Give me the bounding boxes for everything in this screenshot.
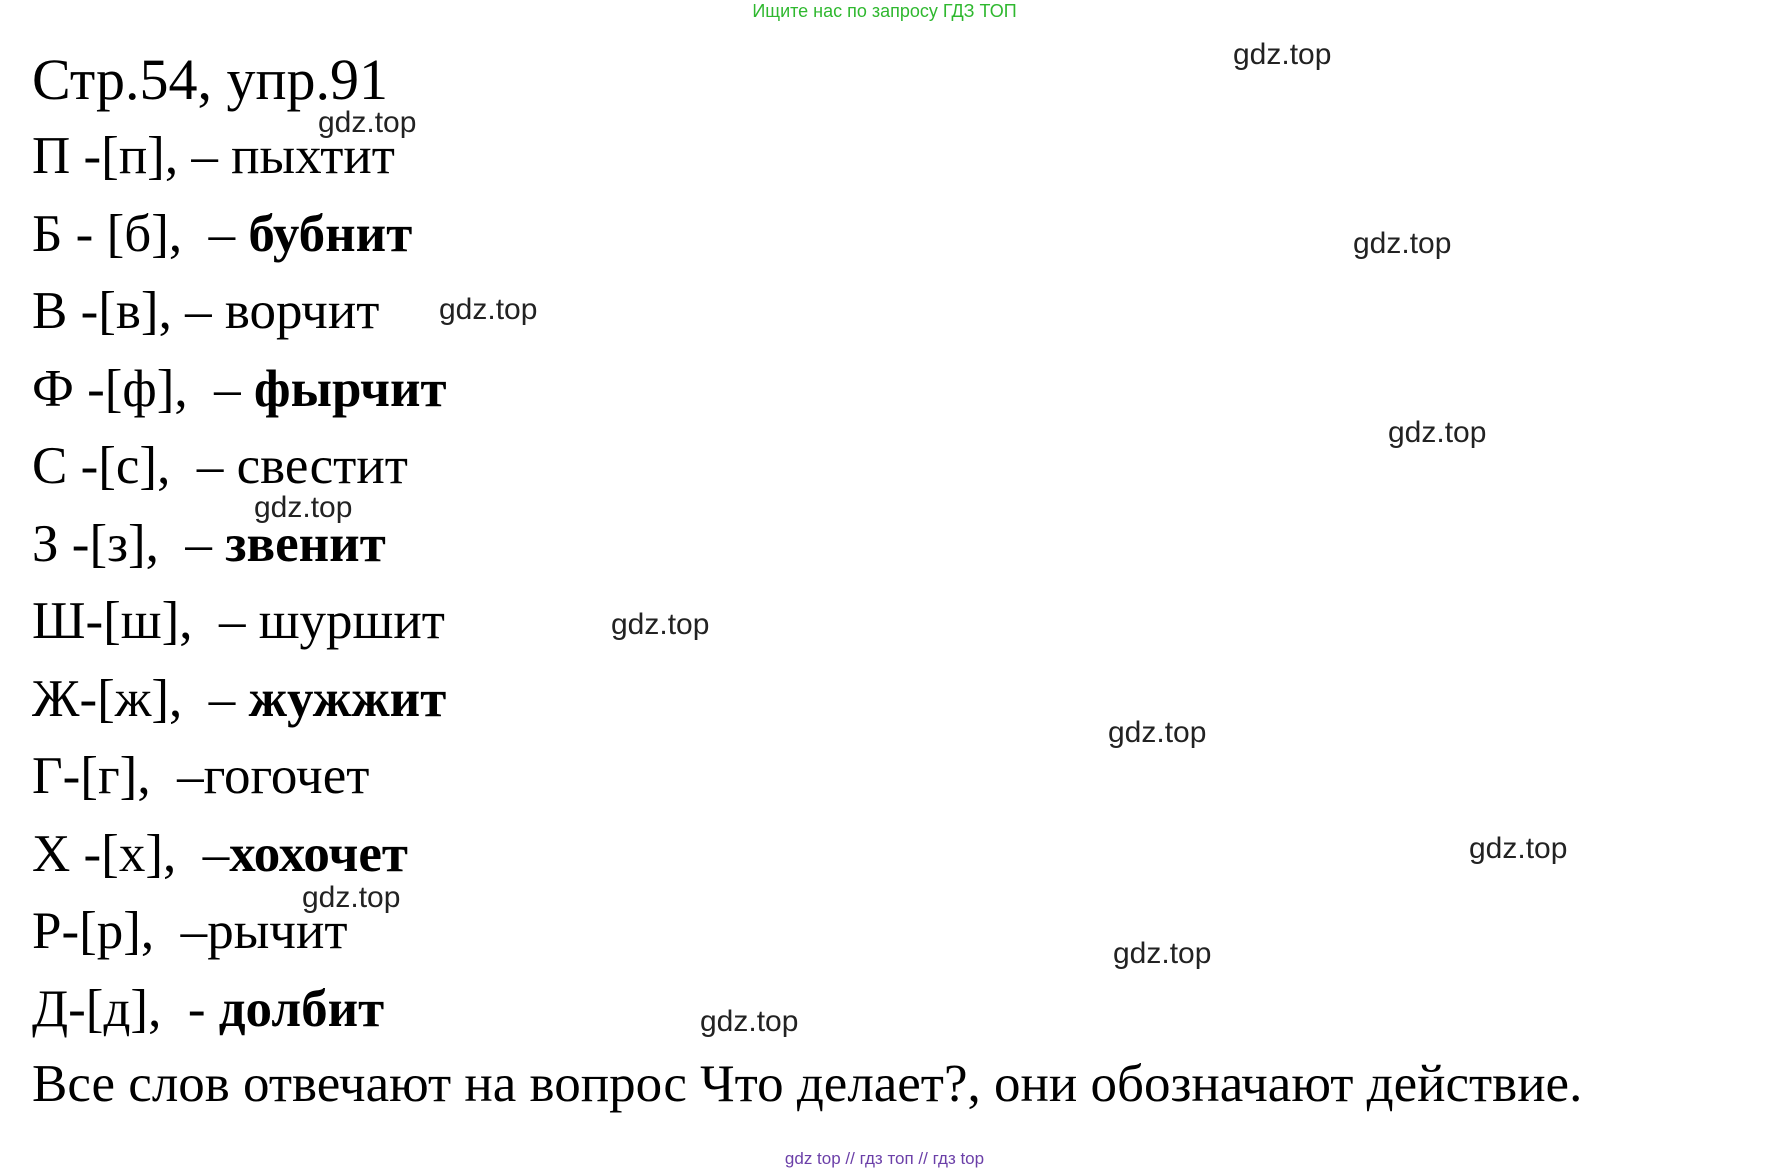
verb-word: жужжит (248, 669, 447, 728)
watermark: gdz.top (1469, 832, 1568, 865)
sound-label: Б - [б], – (32, 204, 249, 263)
watermark: gdz.top (1113, 937, 1212, 970)
watermark: gdz.top (1108, 716, 1207, 749)
verb-word: бубнит (248, 204, 413, 263)
verb-word: пыхтит (231, 127, 395, 185)
search-banner: Ищите нас по запросу ГДЗ ТОП (752, 1, 1017, 21)
verb-word: звенит (225, 514, 386, 573)
list-item (32, 977, 447, 1055)
watermark: gdz.top (439, 293, 538, 326)
verb-word: хохочет (229, 824, 408, 883)
watermark: gdz.top (700, 1005, 799, 1038)
sound-label: З -[з], – (32, 514, 226, 573)
watermark: gdz.top (1233, 38, 1332, 71)
verb-word: долбит (218, 979, 385, 1038)
watermark: gdz.top (611, 608, 710, 641)
list-item (32, 357, 447, 435)
sound-label: В -[в], – (32, 282, 225, 340)
watermark: gdz.top (1353, 227, 1452, 260)
list-item (32, 744, 447, 822)
sound-label: Ф -[ф], – (32, 359, 254, 418)
list-item (32, 279, 447, 357)
watermark: gdz.top (302, 881, 401, 914)
sound-label: С -[с], – (32, 437, 237, 495)
verb-word: фырчит (253, 359, 447, 418)
watermark: gdz.top (254, 491, 353, 524)
verb-word: рычит (207, 902, 348, 960)
list-item (32, 589, 447, 667)
verb-word: гогочет (203, 747, 370, 805)
exercise-title: Стр.54, упр.91 (32, 47, 389, 112)
list-item (32, 202, 447, 280)
watermark: gdz.top (318, 106, 417, 139)
footer-watermark: gdz top // гдз топ // гдз top (784, 1149, 985, 1168)
list-item (32, 434, 447, 512)
sound-label: Г-[г], – (32, 747, 204, 805)
sound-label: Д-[д], - (32, 979, 219, 1038)
verb-word: свестит (236, 437, 408, 495)
sound-label: П -[п], – (32, 127, 232, 185)
sound-label: Ш-[ш], – (32, 592, 259, 650)
watermark: gdz.top (1388, 416, 1487, 449)
conclusion-text: Все слов отвечают на вопрос Что делает?, они обозначают действие. (32, 1055, 1583, 1113)
sound-label: Ж-[ж], – (32, 669, 249, 728)
list-item (32, 667, 447, 745)
verb-word: ворчит (224, 282, 380, 340)
verb-word: шуршит (258, 592, 445, 650)
sound-label: Х -[х], – (32, 824, 230, 883)
list-item (32, 512, 447, 590)
sound-label: Р-[р], – (32, 902, 208, 960)
